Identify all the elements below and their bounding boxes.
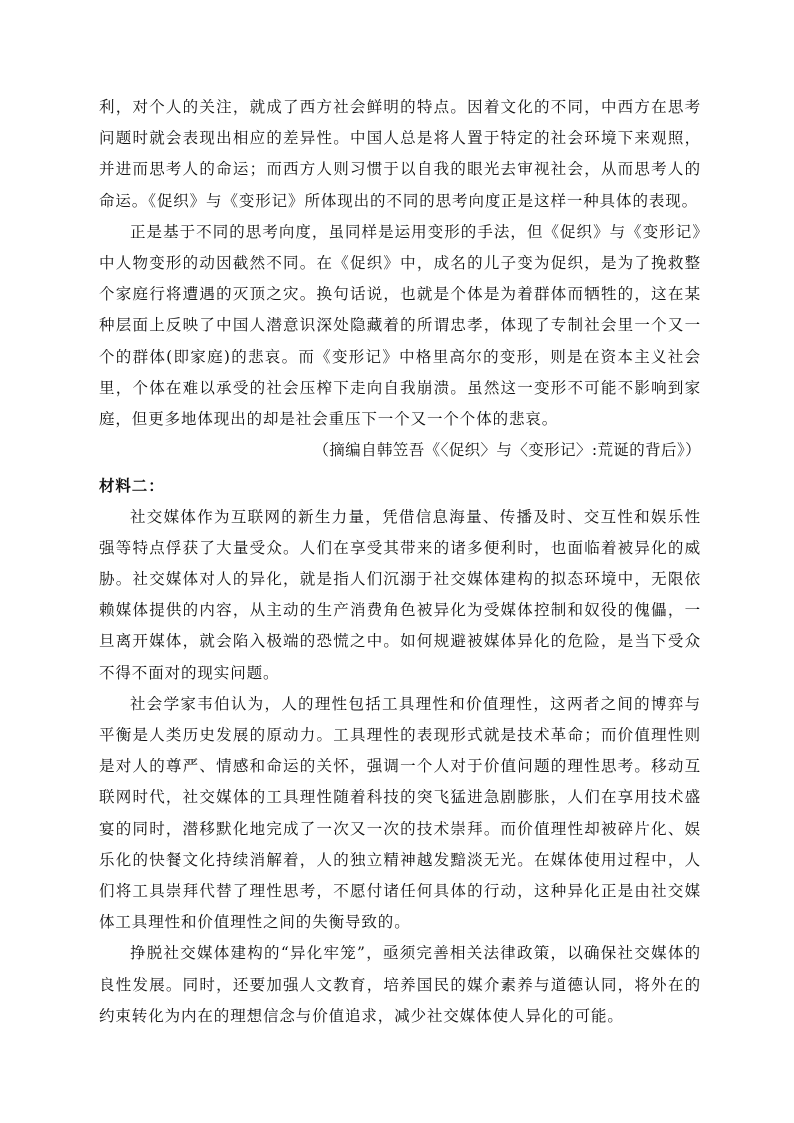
- paragraph-escape-alienation: 挣脱社交媒体建构的“异化牢笼”，亟须完善相关法律政策，以确保社交媒体的良性发展。同时，还要加强人文教育，培养国民的媒介素养与道德认同，将外在的约束转化为内在的理想信念与价值追求，减少社交媒体使人异化的可能。: [99, 944, 701, 1025]
- document-page: [99, 92, 701, 1032]
- paragraph-weber-rationality: 社会学家韦伯认为，人的理性包括工具理性和价值理性，这两者之间的博弈与平衡是人类历史发展的原动力。工具理性的表现形式就是技术革命；而价值理性则是对人的尊严、情感和命运的关怀，强调一个人对于价值问题的理性思考。移动互联网时代，社交媒体的工具理性随着科技的突飞猛进急剧膨胀，人们在享用技术盛宴的同时，潜移默化地完成了一次又一次的技术崇拜。而价值理性却被碎片化、娱乐化的快餐文化持续消解着，人的独立精神越发黯淡无光。在媒体使用过程中，人们将工具崇拜代替了理性思考，不愿付诸任何具体的行动，这种异化正是由社交媒体工具理性和价值理性之间的失衡导致的。: [99, 694, 701, 932]
- paragraph-metamorphosis-motives: 正是基于不同的思考向度，虽同样是运用变形的手法，但《促织》与《变形记》中人物变形的动因截然不同。在《促织》中，成名的儿子变为促织，是为了挽救整个家庭行将遭遇的灭顶之灾。换句话说，也就是个体是为着群体而牺牲的，这在某种层面上反映了中国人潜意识深处隐藏着的所谓忠孝，体现了专制社会里一个又一个的群体(即家庭)的悲哀。而《变形记》中格里高尔的变形，则是在资本主义社会里，个体在难以承受的社会压榨下走向自我崩溃。虽然这一变形不可能不影响到家庭，但更多地体现出的却是社会重压下一个又一个个体的悲哀。: [99, 222, 701, 429]
- section-heading-material-two: 材料二：: [99, 476, 165, 496]
- paragraph-social-media-alienation: 社交媒体作为互联网的新生力量，凭借信息海量、传播及时、交互性和娱乐性强等特点俘获了大量受众。人们在享受其带来的诸多便利时，也面临着被异化的威胁。社交媒体对人的异化，就是指人们沉溺于社交媒体建构的拟态环境中，无限依赖媒体提供的内容，从主动的生产消费角色被异化为受媒体控制和奴役的傀儡，一旦离开媒体，就会陷入极端的恐慌之中。如何规避被媒体异化的危险，是当下受众不得不面对的现实问题。: [99, 507, 701, 682]
- source-citation: （摘编自韩笠吾《〈促织〉与〈变形记〉:荒诞的背后》）: [313, 441, 701, 460]
- paragraph-continuation: 利，对个人的关注，就成了西方社会鲜明的特点。因着文化的不同，中西方在思考问题时就会表现出相应的差异性。中国人总是将人置于特定的社会环境下来观照，并进而思考人的命运；而西方人则习惯于以自我的眼光去审视社会，从而思考人的命运。《促织》与《变形记》所体现出的不同的思考向度正是这样一种具体的表现。: [99, 98, 701, 210]
